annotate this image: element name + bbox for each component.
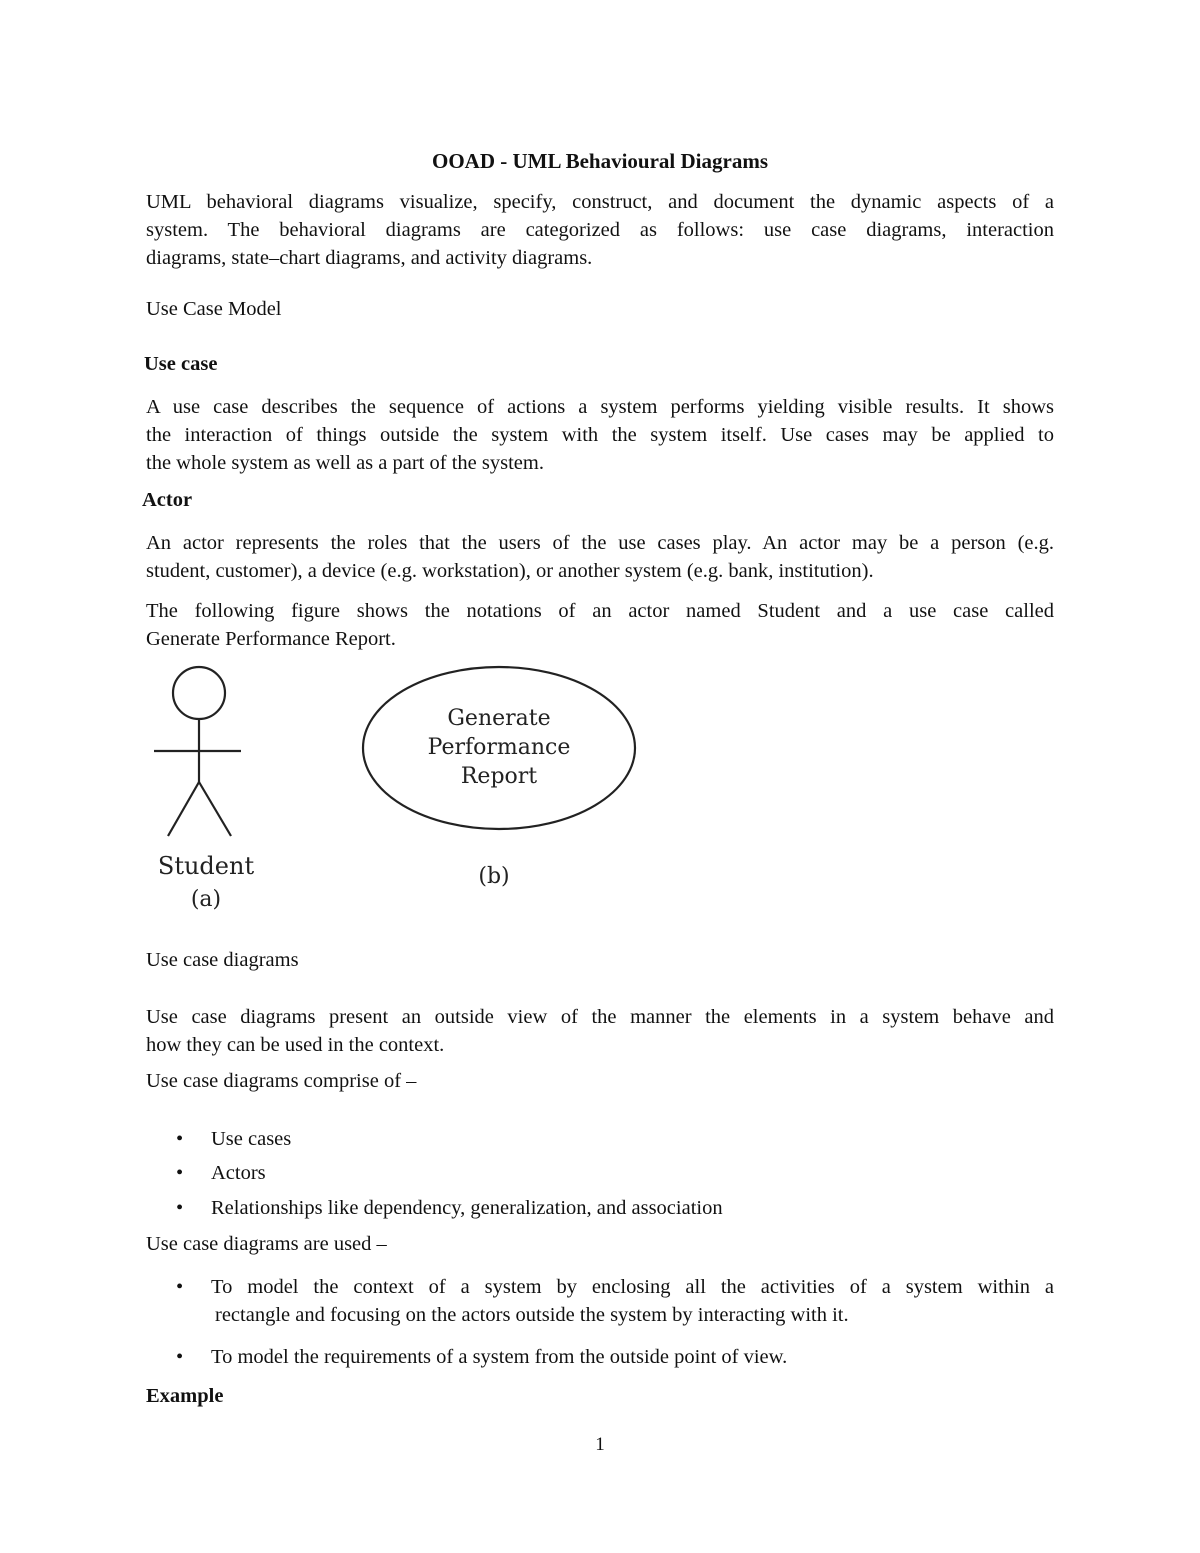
text-line: Generate Performance Report. [146,628,396,650]
list-item-text: To model the context of a system by enclosing all the activities of a system within a [211,1276,1054,1298]
list-item-text: Relationships like dependency, generalization, and association [211,1197,723,1219]
use-case-label-line: Performance [427,735,571,760]
use-case-diagrams-label: Use case diagrams [146,949,299,971]
list-item-text: To model the requirements of a system from the outside point of view. [211,1346,788,1368]
text-line: Use case diagrams present an outside view of the manner the elements in a system behave and [146,1006,1054,1028]
use-case-model-label: Use Case Model [146,298,282,320]
bullet-icon: • [176,1197,184,1219]
text-line: system. The behavioral diagrams are categorized as follows: use case diagrams, interaction [146,219,1054,241]
figure-intro-paragraph [146,597,1054,653]
used-label: Use case diagrams are used – [146,1233,387,1255]
page-title: OOAD - UML Behavioural Diagrams [432,149,768,173]
text-line: A use case describes the sequence of actions a system performs yielding visible results. It shows [146,396,1054,418]
example-heading: Example [146,1385,224,1407]
use-case-diagrams-paragraph [146,1003,1054,1059]
bullet-icon: • [176,1128,184,1150]
page-number: 1 [595,1434,605,1455]
actor-caption: (a) [190,887,222,912]
list-item-text: Actors [211,1162,266,1184]
text-line: the whole system as well as a part of the system. [146,452,544,474]
list-item-text: Use cases [211,1128,292,1150]
actor-name: Student [157,852,255,880]
list-item-text: rectangle and focusing on the actors outside the system by interacting with it. [215,1304,849,1326]
intro-paragraph [146,188,1054,272]
list-item [176,1273,1054,1329]
bullet-icon: • [176,1346,184,1368]
text-line: how they can be used in the context. [146,1034,445,1056]
text-line: diagrams, state–chart diagrams, and activity diagrams. [146,247,593,269]
use-case-heading: Use case [144,353,218,375]
use-case-paragraph [146,393,1054,477]
text-line: student, customer), a device (e.g. workstation), or another system (e.g. bank, institution). [146,560,874,582]
text-line: the interaction of things outside the system with the system itself. Use cases may be applied to [146,424,1054,446]
comprise-label: Use case diagrams comprise of – [146,1070,417,1092]
actor-heading: Actor [142,489,193,511]
actor-stick-figure-icon [154,667,241,836]
use-case-label-line: Generate [447,706,551,731]
text-line: UML behavioral diagrams visualize, specify, construct, and document the dynamic aspects of a [146,191,1054,213]
bullet-icon: • [176,1162,184,1184]
actor-use-case-figure [140,655,660,925]
use-case-label-line: Report [460,764,538,789]
actor-paragraph [146,529,1054,585]
text-line: The following figure shows the notations of an actor named Student and a use case called [146,600,1054,622]
bullet-icon: • [176,1276,184,1298]
use-case-caption: (b) [478,864,510,889]
text-line: An actor represents the roles that the users of the use cases play. An actor may be a person (e.g. [146,532,1054,554]
